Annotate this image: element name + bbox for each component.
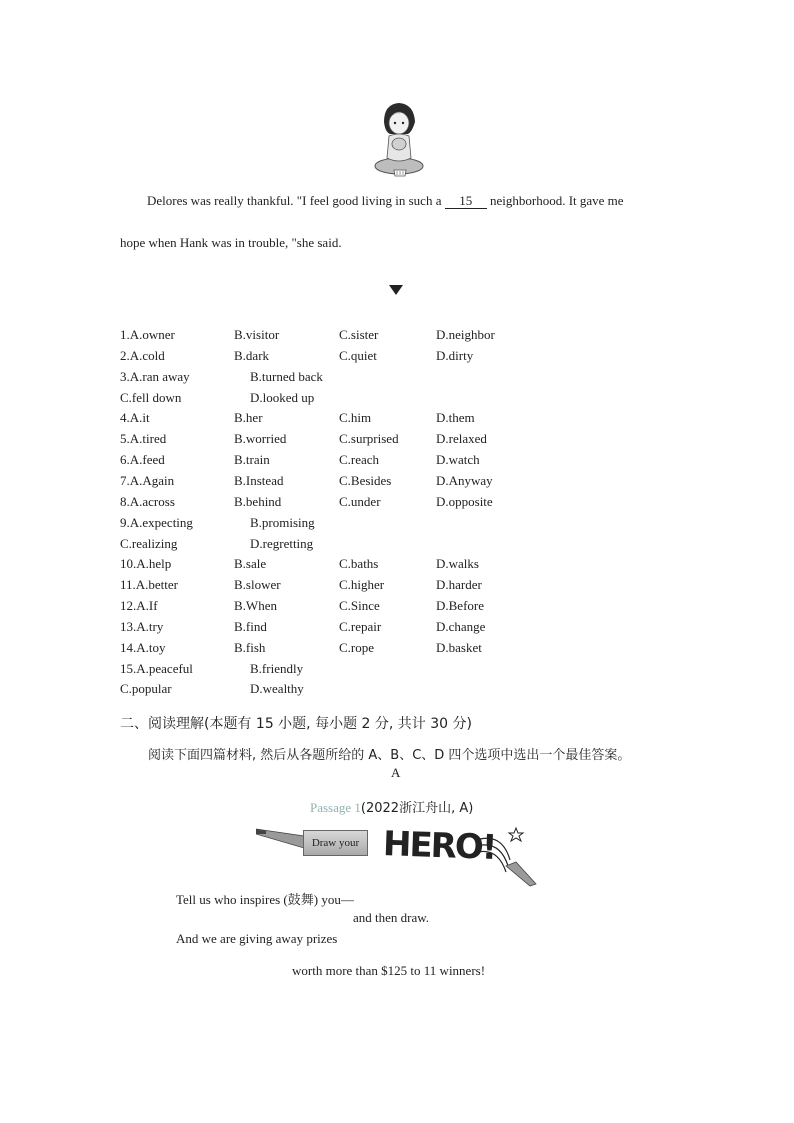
option-choice: C.reach (339, 452, 380, 468)
option-choice: 6.A.feed (120, 452, 165, 468)
girl-illustration-icon (372, 94, 426, 180)
option-choice: D.change (436, 618, 486, 634)
option-choice: B.friendly (250, 660, 304, 676)
option-choice: C.fell down (120, 389, 182, 405)
option-choice: C.him (339, 410, 372, 426)
passage-title (310, 797, 473, 816)
draw-your-box (303, 830, 368, 856)
option-choice: B.train (234, 452, 270, 468)
pencil-tip-icon (256, 826, 306, 852)
option-choice: 10.A.help (120, 556, 172, 572)
passage-letter: A (391, 765, 401, 780)
star-swoosh-icon (472, 822, 542, 888)
option-choice: 7.A.Again (120, 472, 175, 488)
option-choice: 13.A.try (120, 618, 164, 634)
passage-line-1-after: neighborhood. It gave me (486, 193, 624, 208)
option-choice: B.slower (234, 577, 281, 593)
option-choice: D.wealthy (250, 681, 304, 697)
option-choice: C.under (339, 493, 381, 509)
option-choice: B.dark (234, 347, 270, 363)
option-choice: D.relaxed (436, 431, 487, 447)
option-choice: D.opposite (436, 493, 493, 509)
section-instruction: 阅读下面四篇材料, 然后从各题所给的 A、B、C、D 四个选项中选出一个最佳答案。 (148, 748, 631, 763)
option-choice: B.turned back (250, 368, 323, 384)
option-choice: B.promising (250, 514, 315, 530)
passage-line-1 (147, 193, 624, 209)
hero-line-1: Tell us who inspires (鼓舞) you— (176, 892, 354, 907)
option-choice: C.surprised (339, 431, 399, 447)
option-choice: 15.A.peaceful (120, 660, 193, 676)
option-choice: B.her (234, 410, 263, 426)
option-choice: C.Since (339, 598, 380, 614)
section-heading: 二、阅读理解(本题有 15 小题, 每小题 2 分, 共计 30 分) (120, 716, 472, 732)
blank-15: 15 (445, 194, 487, 209)
option-choice: C.quiet (339, 347, 377, 363)
option-choice: D.regretting (250, 535, 314, 551)
option-choice: D.Before (436, 598, 485, 614)
option-choice: B.visitor (234, 327, 280, 342)
draw-your-text: Draw your (311, 837, 360, 849)
option-choice: C.higher (339, 577, 385, 593)
option-choice: 11.A.better (120, 577, 178, 593)
option-choice: C.popular (120, 681, 172, 697)
option-choice: C.repair (339, 618, 382, 634)
option-choice: D.watch (436, 452, 480, 468)
option-choice: B.worried (234, 431, 287, 447)
option-choice: 5.A.tired (120, 431, 167, 447)
passage-line-1-before: Delores was really thankful. "I feel good living in such a (147, 193, 445, 208)
passage-line-2: hope when Hank was in trouble, "she said. (120, 235, 342, 250)
option-choice: B.Instead (234, 472, 284, 488)
option-choice: C.baths (339, 556, 379, 572)
option-choice: B.fish (234, 639, 266, 655)
option-choice: 4.A.it (120, 410, 150, 426)
hero-line-3: And we are giving away prizes (176, 931, 338, 946)
option-choice: D.basket (436, 639, 482, 655)
option-choice: 12.A.If (120, 598, 158, 614)
hero-line-4: worth more than $125 to 11 winners! (292, 963, 486, 978)
option-choice: D.neighbor (436, 327, 495, 342)
option-choice: D.walks (436, 556, 479, 572)
down-triangle-icon (388, 284, 404, 296)
option-choice: C.realizing (120, 535, 178, 551)
option-choice: 2.A.cold (120, 347, 165, 363)
option-choice: B.When (234, 598, 277, 614)
option-choice: 8.A.across (120, 493, 175, 509)
option-choice: D.dirty (436, 347, 474, 363)
option-choice: B.find (234, 618, 267, 634)
option-choice: D.Anyway (436, 472, 493, 488)
option-choice: D.harder (436, 577, 482, 593)
hero-line-2: and then draw. (353, 910, 430, 925)
option-choice: 9.A.expecting (120, 514, 193, 530)
option-choice: 3.A.ran away (120, 368, 190, 384)
passage-label: Passage 1 (310, 800, 361, 815)
option-choice: D.them (436, 410, 475, 426)
passage-source: (2022浙江舟山, A) (360, 801, 474, 816)
option-choice: 14.A.toy (120, 639, 166, 655)
option-choice: C.rope (339, 639, 375, 655)
option-choice: C.Besides (339, 472, 392, 488)
option-choice: D.looked up (250, 389, 315, 405)
option-choice: 1.A.owner (120, 327, 175, 342)
option-choice: B.sale (234, 556, 267, 572)
option-choice: C.sister (339, 327, 379, 342)
option-choice: B.behind (234, 493, 282, 509)
hero-text: HERO! (382, 824, 496, 868)
